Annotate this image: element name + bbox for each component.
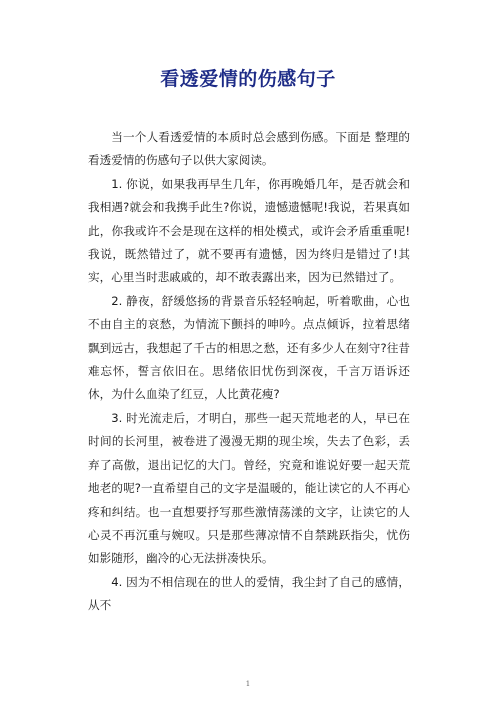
paragraph-2: 2. 静夜，舒缓悠扬的背景音乐轻轻响起，听着歌曲，心也不由自主的哀愁，为情流下颤抖的呻吟。点点倾诉，拉着思绪飘到远古，我想起了千古的相思之愁，还有多少人在刻守?往昔难忘怀，誓言依旧在。思绪依旧忧伤到深夜，千言万语诉还休，为什么血染了红豆，人比黄花瘦? [88, 293, 410, 402]
document-body [88, 126, 410, 618]
paragraph-4: 4. 因为不相信现在的世人的爱情，我尘封了自己的感情，从不 [88, 574, 410, 613]
paragraph-3: 3. 时光流走后，才明白，那些一起天荒地老的人，早已在时间的长河里，被卷进了漫漫无期的现尘埃，失去了色彩，丢弃了高傲，退出记忆的大门。曾经，究竟和谁说好要一起天荒地老的呢?一直希望自己的文字是温暖的，能让读它的人不再心疼和纠结。也一直想要抒写那些激情荡漾的文字，让读它的人心灵不再沉重与婉叹。只是那些薄凉情不自禁跳跃指尖，忧伤如影随形，幽冷的心无法拼凑快乐。 [88, 410, 410, 566]
page-number: 1 [245, 680, 251, 688]
paragraph-1: 1. 你说，如果我再早生几年，你再晚婚几年，是否就会和我相遇?就会和我携手此生?你说，遗憾遗憾呢!我说，若果真如此，你我或许不会是现在这样的相处模式，或许会矛盾重重呢!我说，既然错过了，就不要再有遗憾，因为终归是错过了!其实，心里当时悲戚戚的，却不敢表露出来，因为已然错过了。 [88, 176, 410, 285]
document-title: 看透爱情的伤感句子 [160, 68, 336, 90]
intro-paragraph: 当一个人看透爱情的本质时总会感到伤感。下面是 整理的看透爱情的伤感句子以供大家阅读。 [88, 130, 410, 168]
